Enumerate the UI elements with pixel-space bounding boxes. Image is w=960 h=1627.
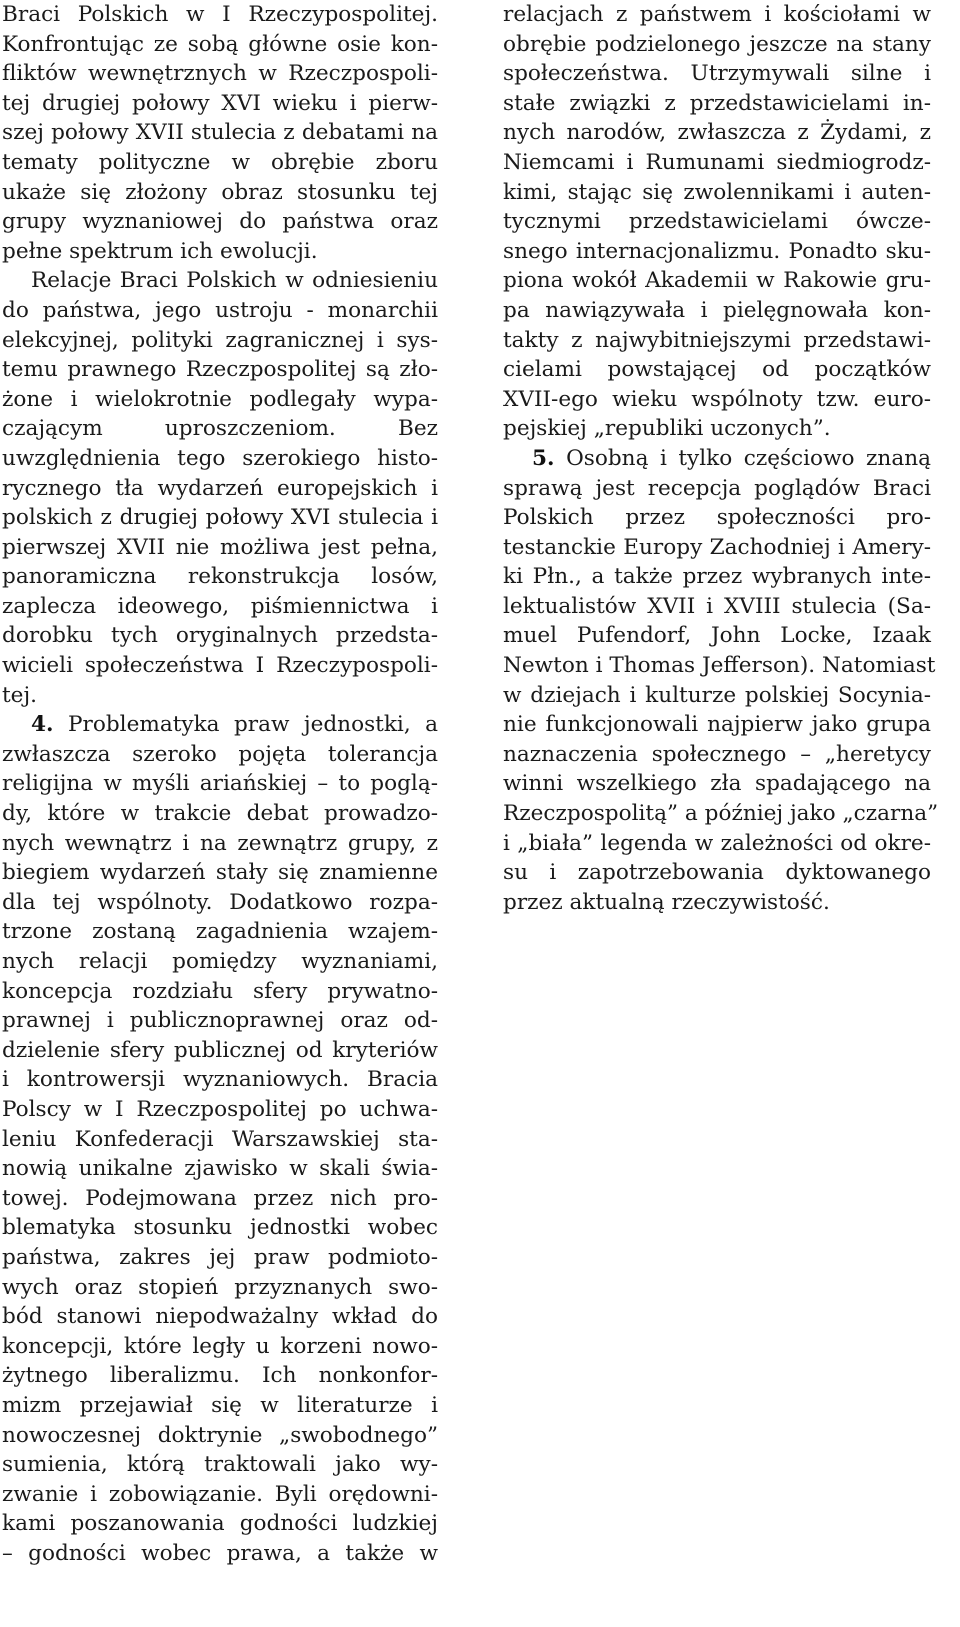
line-text: nowoczesnej doktrynie „swobodnego” [2,1422,438,1448]
text-line [2,178,438,208]
text-line [2,1450,438,1480]
text-line [2,266,438,296]
line-text: uwzględnienia tego szerokiego histo- [2,445,438,471]
text-line [2,148,438,178]
text-line [2,474,438,504]
line-text: testanckie Europy Zachodniej i Amery- [503,534,931,560]
text-line [503,296,931,326]
text-line [503,651,936,681]
line-text: dorobku tych oryginalnych przedsta- [2,623,438,649]
line-text: państwa, zakres jej praw podmioto- [2,1244,438,1270]
line-text: do państwa, jego ustroju - monarchii [2,297,438,323]
text-line [2,1065,438,1095]
text-line [503,444,931,474]
text-line [503,503,931,533]
text-line [503,385,931,415]
line-text: żytnego liberalizmu. Ich nonkonfor- [2,1363,438,1389]
text-line [2,0,438,30]
line-text: nowią unikalne zjawisko w skali świa- [2,1156,438,1182]
text-line [2,740,438,770]
line-text: Osobną i tylko częściowo znaną [566,445,931,471]
text-line [2,533,438,563]
text-line [2,1273,438,1303]
line-text: Relacje Braci Polskich w odniesieniu [31,268,438,294]
text-line [503,888,931,918]
text-line [2,296,438,326]
text-line [503,592,931,622]
line-text: pierwszej XVII nie możliwa jest pełna, [2,534,438,560]
line-text: ki Płn., a także przez wybranych inte- [503,564,931,590]
text-line [503,740,931,770]
line-text: obrębie podzielonego jeszcze na stany [503,31,931,57]
text-line [503,355,931,385]
text-line [503,148,931,178]
line-text: i „biała” legenda w zależności od okre- [503,830,931,856]
right-column [503,0,939,917]
line-text: trzone zostaną zagadnienia wzajem- [2,919,438,945]
line-text: biegiem wydarzeń stały się znamienne [2,860,438,886]
text-line [2,1539,438,1569]
line-text: takty z najwybitniejszymi przedstawi- [503,327,931,353]
text-line [503,0,931,30]
line-text: sumienia, którą traktowali jako wy- [2,1452,438,1478]
line-text: tycznymi przedstawicielami ówcze- [503,209,931,235]
text-line [2,30,438,60]
line-text: nych relacji pomiędzy wyznaniami, [2,949,438,974]
line-text: cielami powstającej od początków [503,357,931,383]
line-text: zwłaszcza szeroko pojęta tolerancja [2,741,438,767]
line-text: leniu Konfederacji Warszawskiej sta- [2,1126,438,1152]
line-text: – godności wobec prawa, a także w [2,1540,438,1566]
text-line [2,414,438,444]
line-text: i kontrowersji wyznaniowych. Bracia [2,1067,438,1093]
line-text: su i zapotrzebowania dyktowanego [503,860,931,886]
text-line [2,977,438,1007]
text-line [503,237,931,267]
text-line [503,207,931,237]
line-text: tej drugiej połowy XVI wieku i pierw- [2,90,438,116]
text-line [503,266,931,296]
text-line [2,888,438,918]
line-text: towej. Podejmowana przez nich pro- [2,1185,438,1211]
text-line [2,1421,438,1451]
text-line [503,30,931,60]
line-text: pejskiej „republiki uczonych”. [503,416,831,442]
line-text: koncepcji, które legły u korzeni nowo- [2,1333,438,1359]
text-line [503,178,931,208]
text-line [2,385,438,415]
text-line [2,1302,438,1332]
line-text: Rzeczpospolitą” a później jako „czarna” [503,801,939,827]
line-text: muel Pufendorf, John Locke, Izaak [503,623,931,649]
text-line [503,89,931,119]
text-line [503,799,939,829]
line-text: Polskich przez społeczności pro- [503,505,931,531]
line-text: nych wewnątrz i na zewnątrz grupy, z [2,830,438,856]
text-line [2,326,438,356]
line-text: żone i wielokrotnie podlegały wypa- [2,386,438,412]
text-line [503,562,931,592]
text-line [2,681,438,711]
line-text: wicieli społeczeństwa I Rzeczypospoli- [2,653,438,679]
text-line [2,769,438,799]
line-text: dy, które w trakcie debat prowadzo- [2,801,438,827]
text-line [503,474,931,504]
line-text: w dziejach i kulturze polskiej Socynia- [503,682,931,708]
section-number: 4. [31,712,54,738]
line-text: tematy polityczne w obrębie zboru [2,149,438,175]
line-text: czającym uproszczeniom. Bez [2,416,438,442]
text-line [2,947,438,977]
text-line [2,59,438,89]
line-text: kami poszanowania godności ludzkiej [2,1511,438,1537]
text-line [2,1006,438,1036]
line-text: stałe związki z przedstawicielami in- [503,90,931,116]
line-text: Problematyka praw jednostki, a [67,712,438,738]
line-text: religijna w myśli ariańskiej – to poglą- [2,771,438,797]
line-text: elekcyjnej, polityki zagranicznej i sys- [2,327,438,353]
line-text: prawnej i publicznoprawnej oraz od- [2,1008,438,1034]
line-text: wych oraz stopień przyznanych swo- [2,1274,438,1300]
left-column [2,0,438,1568]
text-line [2,858,438,888]
line-text: Niemcami i Rumunami siedmiogrodz- [503,149,931,175]
line-text: dzielenie sfery publicznej od kryteriów [2,1037,438,1063]
text-line [2,592,438,622]
line-text: Polscy w I Rzeczpospolitej po uchwa- [2,1096,438,1122]
text-line [503,769,931,799]
text-line [503,829,931,859]
line-text: nie funkcjonowali najpierw jako grupa [503,712,931,738]
text-line [2,1036,438,1066]
line-text: społeczeństwa. Utrzymywali silne i [503,61,931,87]
text-line [2,562,438,592]
line-text: tej. [2,682,38,708]
text-line [503,710,931,740]
line-text: rycznego tła wydarzeń europejskich i [2,475,438,501]
line-text: polskich z drugiej połowy XVI stulecia i [2,505,438,531]
text-line [2,1391,438,1421]
line-text: piona wokół Akademii w Rakowie gru- [503,268,931,294]
line-text: temu prawnego Rzeczpospolitej są zło- [2,357,438,383]
section-number: 5. [532,445,555,471]
text-line [2,503,438,533]
text-line [2,917,438,947]
text-line [503,533,931,563]
text-line [2,621,438,651]
text-line [2,799,438,829]
line-text: winni wszelkiego zła spadającego na [503,771,931,797]
line-text: Braci Polskich w I Rzeczypospolitej. [2,2,438,27]
text-line [2,1095,438,1125]
text-line [2,1184,438,1214]
line-text: ukaże się złożony obraz stosunku tej [2,179,438,205]
text-line [503,681,931,711]
line-text: kimi, stając się zwolennikami i auten- [503,179,931,205]
text-line [2,1154,438,1184]
line-text: zwanie i zobowiązanie. Byli orędowni- [2,1481,438,1507]
text-line [2,829,438,859]
text-line [2,207,438,237]
text-line [2,118,438,148]
line-text: fliktów wewnętrznych w Rzeczpospoli- [2,61,438,87]
text-line [2,1213,438,1243]
text-line [2,1509,438,1539]
text-line [2,89,438,119]
text-line [503,326,931,356]
line-text: lektualistów XVII i XVIII stulecia (Sa- [503,593,931,619]
text-line [2,1243,438,1273]
line-text: mizm przejawiał się w literaturze i [2,1392,438,1418]
line-text: Newton i Thomas Jefferson). Natomiast [503,653,936,679]
line-text: relacjach z państwem i kościołami w [503,2,931,27]
text-line [503,59,931,89]
text-line [503,414,931,444]
line-text: blematyka stosunku jednostki wobec [2,1215,438,1241]
text-line [2,710,438,740]
text-line [2,1125,438,1155]
line-text: grupy wyznaniowej do państwa oraz [2,209,438,235]
line-text: pa nawiązywała i pielęgnowała kon- [503,297,931,323]
line-text: pełne spektrum ich ewolucji. [2,238,318,264]
text-line [2,444,438,474]
line-text: przez aktualną rzeczywistość. [503,889,830,915]
text-line [2,651,438,681]
line-text: snego internacjonalizmu. Ponadto sku- [503,238,931,264]
text-line [2,237,438,267]
line-text: panoramiczna rekonstrukcja losów, [2,564,438,590]
line-text: dla tej wspólnoty. Dodatkowo rozpa- [2,889,438,915]
line-text: naznaczenia społecznego – „heretycy [503,741,931,767]
line-text: Konfrontując ze sobą główne osie kon- [2,31,438,57]
text-line [503,858,931,888]
text-line [503,621,931,651]
line-text: koncepcja rozdziału sfery prywatno- [2,978,438,1004]
line-text: XVII-ego wieku wspólnoty tzw. euro- [503,386,931,412]
line-text: szej połowy XVII stulecia z debatami na [2,120,438,146]
line-text: bód stanowi niepodważalny wkład do [2,1304,438,1330]
text-line [503,118,931,148]
text-line [2,1480,438,1510]
text-line [2,1361,438,1391]
line-text: zaplecza ideowego, piśmiennictwa i [2,593,438,619]
text-line [2,1332,438,1362]
line-text: nych narodów, zwłaszcza z Żydami, z [503,120,931,146]
line-text: sprawą jest recepcja poglądów Braci [503,475,931,501]
text-line [2,355,438,385]
